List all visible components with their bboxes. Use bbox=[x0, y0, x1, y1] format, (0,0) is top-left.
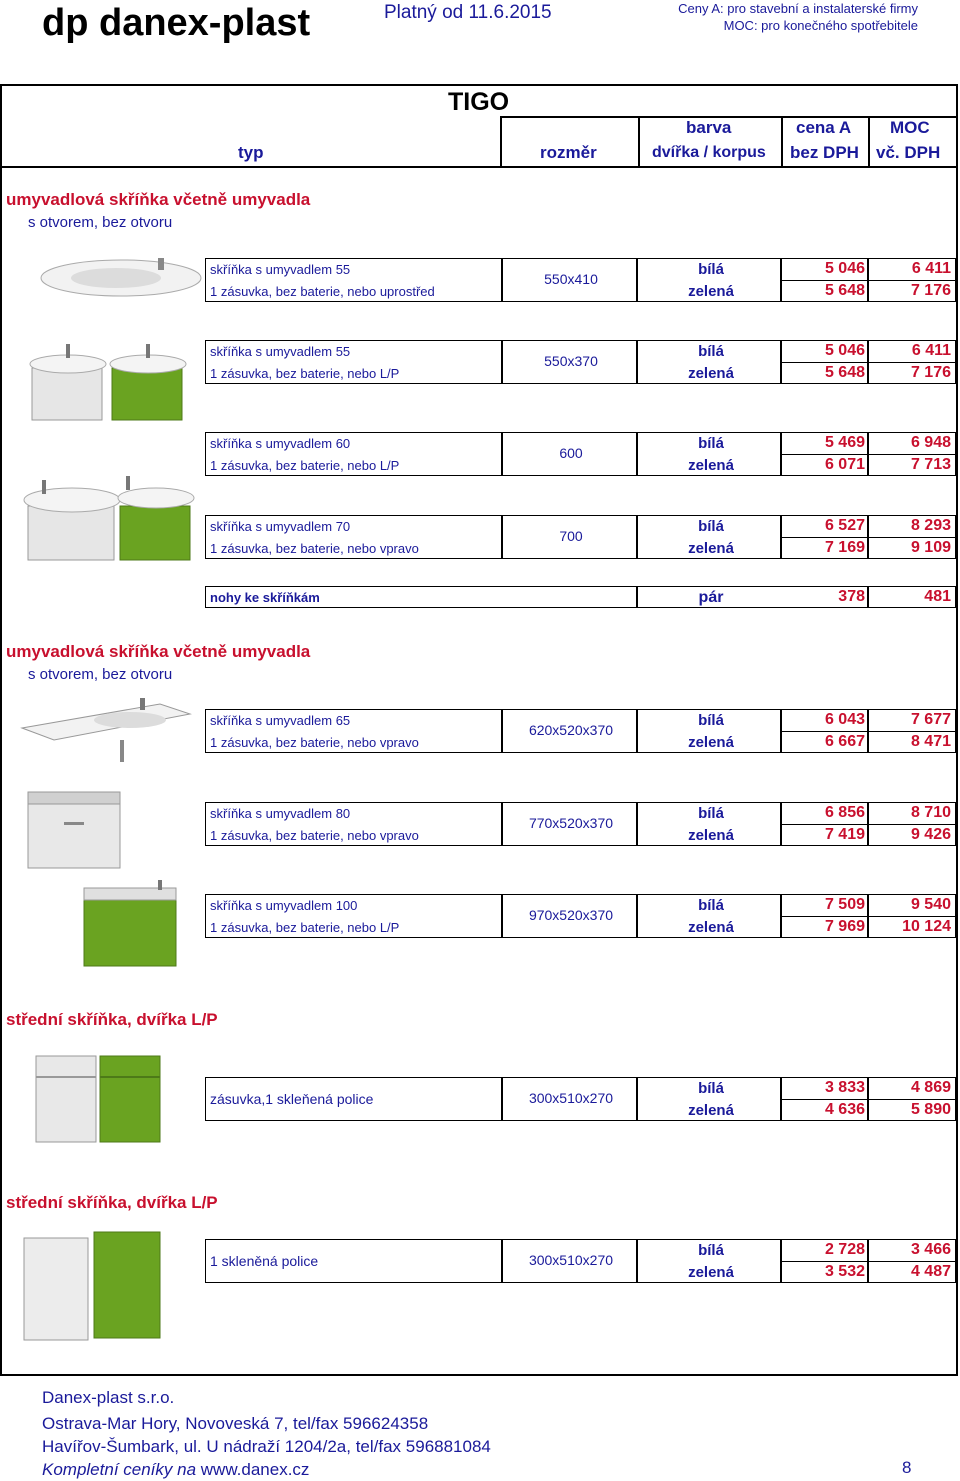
page-number: 8 bbox=[902, 1458, 912, 1477]
row-color-white: bílá bbox=[698, 1080, 724, 1097]
legs-label: nohy ke skříňkám bbox=[210, 590, 320, 605]
row-color-green: zelená bbox=[688, 827, 734, 844]
col-divider bbox=[638, 116, 640, 168]
row-price-moc-white: 8 710 bbox=[910, 804, 951, 821]
row-color-green: zelená bbox=[688, 734, 734, 751]
row-color-white: bílá bbox=[698, 1242, 724, 1259]
wide-basin-image bbox=[20, 694, 192, 766]
col-rozmer: rozměr bbox=[540, 143, 597, 162]
row-size: 700 bbox=[559, 528, 583, 544]
row-title: skříňka s umyvadlem 100 bbox=[210, 898, 358, 913]
col-typ: typ bbox=[238, 143, 264, 162]
row-size: 600 bbox=[559, 445, 583, 461]
row-title: skříňka s umyvadlem 60 bbox=[210, 436, 351, 451]
col-cena-a: cena A bbox=[796, 118, 852, 137]
row-price-a-green: 7 969 bbox=[824, 918, 865, 935]
col-divider bbox=[781, 116, 783, 168]
product-row bbox=[205, 709, 956, 753]
section-subtitle: s otvorem, bez otvoru bbox=[28, 214, 173, 231]
row-price-moc-white: 9 540 bbox=[910, 896, 951, 913]
row-title: skříňka s umyvadlem 70 bbox=[210, 519, 351, 534]
footer-web bbox=[42, 1460, 309, 1480]
row-price-moc-white: 3 466 bbox=[910, 1241, 951, 1258]
legs-row bbox=[205, 586, 956, 608]
row-desc: 1 zásuvka, bez baterie, nebo vpravo bbox=[210, 541, 419, 556]
row-color-white: bílá bbox=[698, 518, 724, 535]
row-size: 300x510x270 bbox=[528, 1090, 614, 1106]
header-divider bbox=[0, 166, 958, 168]
row-price-a-white: 6 856 bbox=[824, 804, 865, 821]
col-barva-sub: dvířka / korpus bbox=[652, 144, 766, 161]
row-color-green: zelená bbox=[688, 365, 734, 382]
row-color-green: zelená bbox=[688, 919, 734, 936]
row-desc: 1 zásuvka, bez baterie, nebo uprostřed bbox=[210, 284, 435, 299]
row-price-moc-green: 9 109 bbox=[910, 539, 951, 556]
row-size: 300x510x270 bbox=[528, 1252, 614, 1268]
row-title: zásuvka,1 skleňená police bbox=[210, 1091, 374, 1107]
footer-address-2: Havířov-Šumbark, ul. U nádraží 1204/2a, tel/fax 596881084 bbox=[42, 1437, 491, 1456]
row-desc: 1 zásuvka, bez baterie, nebo L/P bbox=[210, 366, 400, 381]
row-color-green: zelená bbox=[688, 457, 734, 474]
legs-price-moc: 481 bbox=[924, 588, 951, 605]
row-price-moc-white: 6 411 bbox=[911, 260, 951, 277]
row-price-a-green: 4 636 bbox=[824, 1101, 865, 1118]
row-price-moc-green: 7 176 bbox=[910, 364, 951, 381]
col-barva: barva bbox=[686, 118, 732, 137]
row-price-moc-green: 9 426 bbox=[910, 826, 951, 843]
row-color-white: bílá bbox=[698, 343, 724, 360]
row-price-a-white: 6 527 bbox=[824, 517, 865, 534]
row-price-a-white: 6 043 bbox=[824, 711, 865, 728]
row-size: 550x410 bbox=[544, 271, 598, 287]
row-price-a-green: 5 648 bbox=[824, 364, 865, 381]
row-title: skříňka s umyvadlem 65 bbox=[210, 713, 351, 728]
legs-price-a: 378 bbox=[838, 588, 865, 605]
row-price-a-green: 5 648 bbox=[824, 282, 865, 299]
row-price-moc-white: 6 411 bbox=[911, 342, 951, 359]
row-size: 770x520x370 bbox=[528, 815, 614, 831]
mid-cabinet-pair-image bbox=[20, 1228, 164, 1342]
row-title: skříňka s umyvadlem 55 bbox=[210, 262, 351, 277]
row-title: skříňka s umyvadlem 55 bbox=[210, 344, 351, 359]
section-title: umyvadlová skříňka včetně umyvadla bbox=[6, 642, 311, 661]
row-size: 550x370 bbox=[544, 353, 598, 369]
valid-date: Platný od 11.6.2015 bbox=[384, 2, 552, 23]
product-row bbox=[205, 340, 956, 384]
footer-web-link[interactable]: www.danex.cz bbox=[200, 1460, 310, 1479]
col-moc: MOC bbox=[890, 118, 930, 137]
row-price-a-green: 7 169 bbox=[824, 539, 865, 556]
row-price-moc-green: 4 487 bbox=[910, 1263, 951, 1280]
row-color-green: zelená bbox=[688, 283, 734, 300]
row-price-a-white: 5 469 bbox=[824, 434, 865, 451]
row-price-a-green: 6 071 bbox=[824, 456, 865, 473]
product-row bbox=[205, 258, 956, 302]
row-price-moc-white: 4 869 bbox=[910, 1079, 951, 1096]
row-price-moc-green: 5 890 bbox=[910, 1101, 951, 1118]
row-size: 620x520x370 bbox=[528, 722, 614, 738]
col-divider bbox=[500, 116, 502, 168]
cabinet-pair-image bbox=[20, 470, 200, 562]
mid-cabinet-pair-image bbox=[32, 1048, 164, 1144]
row-price-a-green: 6 667 bbox=[824, 733, 865, 750]
row-desc: 1 zásuvka, bez baterie, nebo vpravo bbox=[210, 735, 419, 750]
row-price-moc-green: 7 713 bbox=[910, 456, 951, 473]
basin-image bbox=[36, 256, 206, 304]
product-row bbox=[205, 802, 956, 846]
product-row bbox=[205, 432, 956, 476]
row-price-moc-white: 7 677 bbox=[910, 711, 951, 728]
section-title: střední skříňka, dvířka L/P bbox=[6, 1193, 218, 1212]
row-color-white: bílá bbox=[698, 261, 724, 278]
row-price-moc-white: 8 293 bbox=[910, 517, 951, 534]
section-title: střední skříňka, dvířka L/P bbox=[6, 1010, 218, 1029]
row-color-white: bílá bbox=[698, 435, 724, 452]
row-desc: 1 zásuvka, bez baterie, nebo L/P bbox=[210, 920, 400, 935]
row-price-moc-green: 8 471 bbox=[910, 733, 951, 750]
col-cena-a-sub: bez DPH bbox=[790, 143, 859, 162]
product-row bbox=[205, 515, 956, 559]
row-price-moc-white: 6 948 bbox=[910, 434, 951, 451]
price-a-note: Ceny A: pro stavební a instalaterské firmy bbox=[678, 1, 918, 16]
row-price-a-white: 7 509 bbox=[824, 896, 865, 913]
row-price-moc-green: 7 176 bbox=[910, 282, 951, 299]
table-title: TIGO bbox=[448, 88, 510, 116]
cabinet-pair-image bbox=[28, 340, 208, 424]
row-price-a-white: 5 046 bbox=[824, 260, 865, 277]
product-row bbox=[205, 1239, 956, 1283]
footer-company: Danex-plast s.r.o. bbox=[42, 1388, 175, 1407]
row-title: skříňka s umyvadlem 80 bbox=[210, 806, 351, 821]
brand-logo: dp danex-plast bbox=[42, 2, 311, 44]
row-title: 1 skleněná police bbox=[210, 1253, 319, 1269]
section-subtitle: s otvorem, bez otvoru bbox=[28, 666, 173, 683]
col-moc-sub: vč. DPH bbox=[876, 143, 941, 162]
section-title: umyvadlová skříňka včetně umyvadla bbox=[6, 190, 311, 209]
footer-address-1: Ostrava-Mar Hory, Novoveská 7, tel/fax 596624358 bbox=[42, 1414, 429, 1433]
row-color-white: bílá bbox=[698, 805, 724, 822]
row-color-white: bílá bbox=[698, 712, 724, 729]
moc-note: MOC: pro konečného spotřebitele bbox=[723, 18, 918, 33]
row-desc: 1 zásuvka, bez baterie, nebo vpravo bbox=[210, 828, 419, 843]
row-desc: 1 zásuvka, bez baterie, nebo L/P bbox=[210, 458, 400, 473]
row-price-a-green: 7 419 bbox=[824, 826, 865, 843]
row-price-a-white: 2 728 bbox=[824, 1241, 865, 1258]
legs-unit: pár bbox=[698, 589, 724, 606]
row-color-green: zelená bbox=[688, 1264, 734, 1281]
row-price-moc-green: 10 124 bbox=[902, 918, 951, 935]
row-price-a-green: 3 532 bbox=[824, 1263, 865, 1280]
product-row bbox=[205, 1077, 956, 1121]
product-row bbox=[205, 894, 956, 938]
row-color-green: zelená bbox=[688, 1102, 734, 1119]
cabinet-80-image bbox=[24, 788, 124, 870]
price-notes bbox=[678, 0, 918, 34]
col-divider bbox=[868, 116, 870, 168]
cabinet-100-image bbox=[80, 880, 180, 968]
row-size: 970x520x370 bbox=[528, 907, 614, 923]
row-price-a-white: 3 833 bbox=[824, 1079, 865, 1096]
row-color-white: bílá bbox=[698, 897, 724, 914]
footer-web-prefix: Kompletní ceníky na bbox=[42, 1460, 201, 1479]
row-color-green: zelená bbox=[688, 540, 734, 557]
row-price-a-white: 5 046 bbox=[824, 342, 865, 359]
